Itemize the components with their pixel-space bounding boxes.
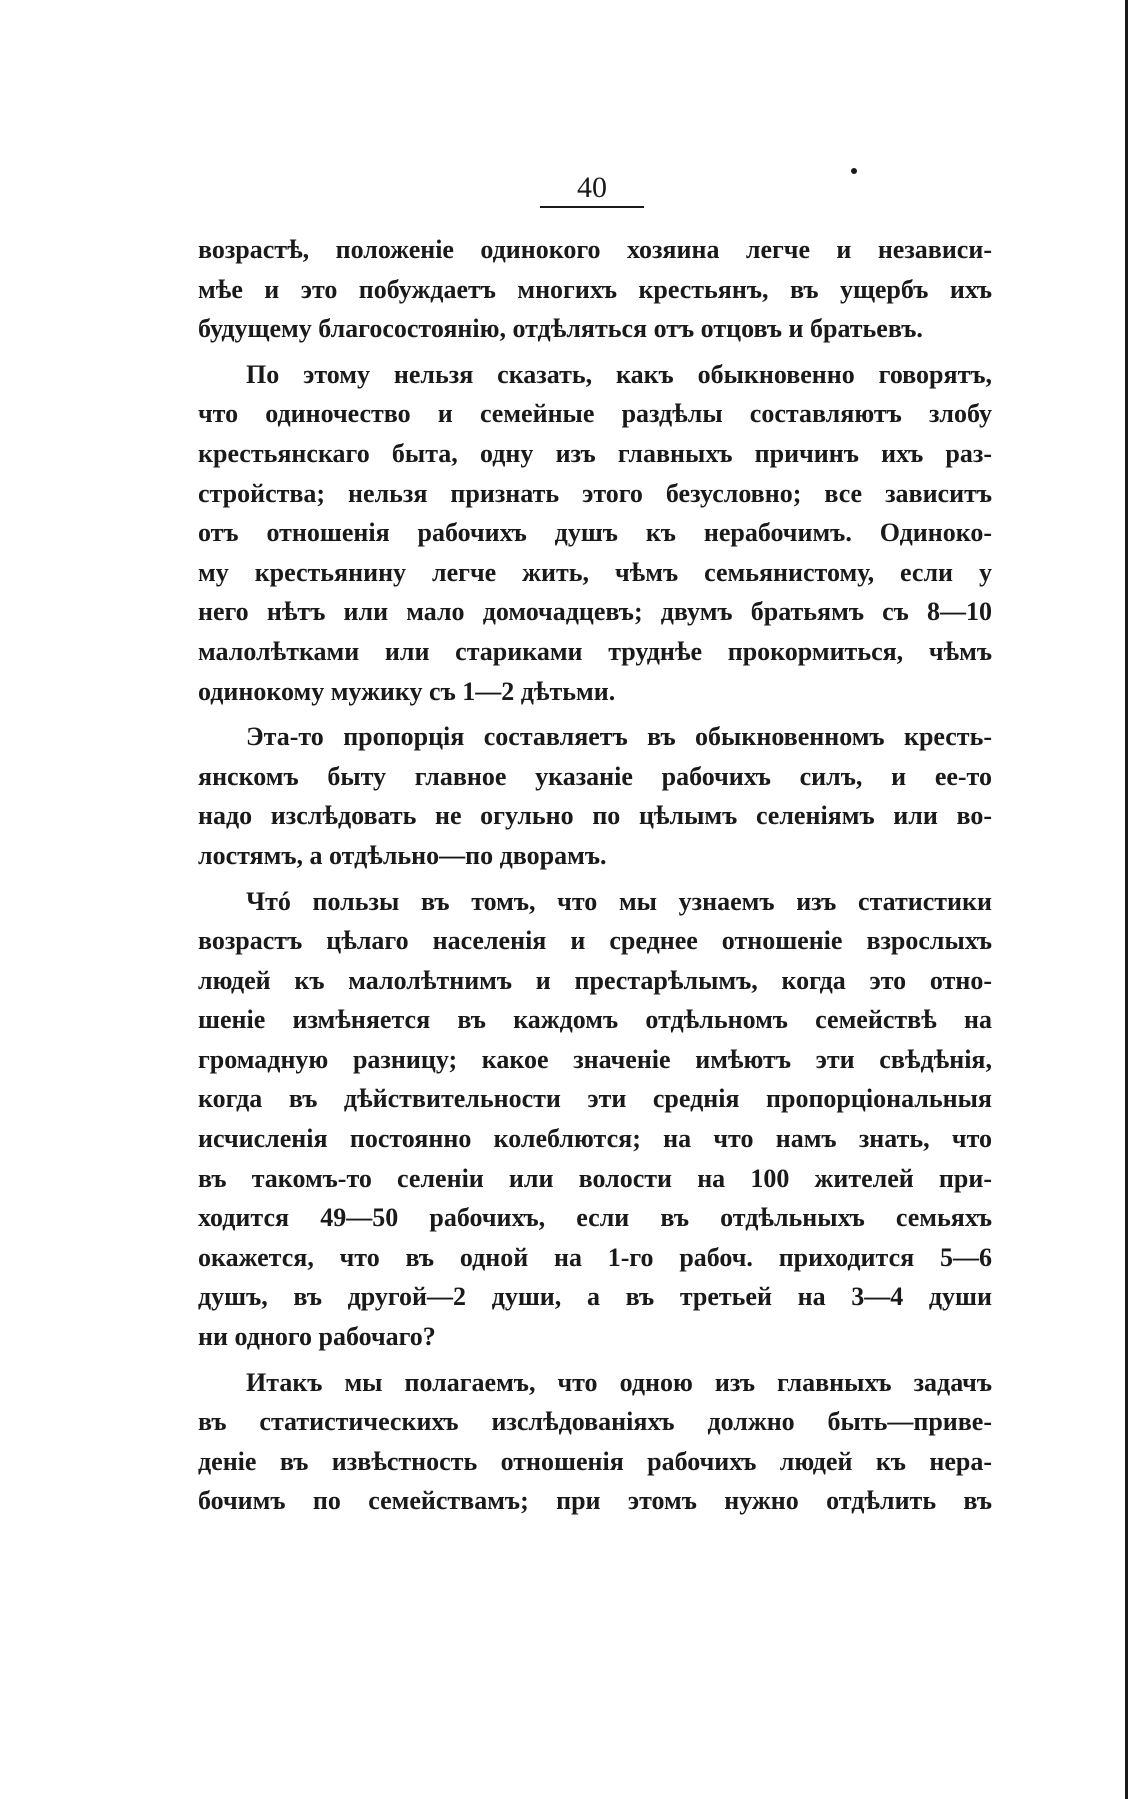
text-line: когда въ дѣйствительности эти среднія пропорціональныя [198, 1084, 992, 1114]
text-line: отъ отношенія рабочихъ душъ къ нерабочимъ. Одиноко- [198, 518, 992, 548]
paragraph [198, 230, 992, 349]
text-line: возрастѣ, положеніе одинокого хозяина легче и независи- [198, 235, 992, 264]
paragraph [198, 1363, 992, 1521]
text-line: исчисленія постоянно колеблются; на что намъ знать, что [198, 1124, 992, 1154]
text-line: деніе въ извѣстность отношенія рабочихъ людей къ нера- [198, 1446, 992, 1476]
text-line: окажется, что въ одной на 1-го рабоч. приходится 5—6 [198, 1242, 992, 1272]
text-line: му крестьянину легче жить, чѣмъ семьянистому, если у [198, 557, 992, 587]
text-line: лостямъ, а отдѣльно—по дворамъ. [198, 840, 607, 870]
paragraph [198, 355, 992, 711]
text-line: что одиночество и семейные раздѣлы составляютъ злобу [198, 399, 992, 429]
text-line: ни одного рабочаго? [198, 1322, 436, 1352]
text-line: По этому нельзя сказать, какъ обыкновенно говорятъ, [246, 359, 992, 389]
paragraph [198, 717, 992, 875]
text-line: бочимъ по семействамъ; при этомъ нужно отдѣлить въ [198, 1486, 992, 1516]
text-line: громадную разницу; какое значеніе имѣютъ эти свѣдѣнія, [198, 1044, 992, 1074]
text-line: него нѣтъ или мало домочадцевъ; двумъ братьямъ съ 8—10 [198, 597, 992, 627]
text-line: крестьянскаго быта, одну изъ главныхъ причинъ ихъ раз- [198, 438, 992, 468]
text-line: возрастъ цѣлаго населенія и среднее отношеніе взрослыхъ [198, 926, 992, 956]
text-line: Итакъ мы полагаемъ, что одною изъ главныхъ задачъ [246, 1367, 992, 1397]
text-line: мѣе и это побуждаетъ многихъ крестьянъ, въ ущербъ ихъ [198, 274, 992, 304]
text-line: одинокому мужику съ 1—2 дѣтьми. [198, 676, 616, 706]
text-line: шеніе измѣняется въ каждомъ отдѣльномъ семействѣ на [198, 1005, 992, 1035]
body-text [198, 230, 992, 1521]
text-line: малолѣтками или стариками труднѣе прокормиться, чѣмъ [198, 636, 992, 666]
text-line: янскомъ быту главное указаніе рабочихъ силъ, и ее-то [198, 761, 992, 791]
page-number: 40 [577, 171, 607, 204]
page-number-rule [540, 206, 644, 208]
ink-speck [851, 168, 857, 174]
text-line: въ такомъ-то селеніи или волости на 100 жителей при- [198, 1163, 992, 1193]
page-edge-shadow [1125, 0, 1128, 1799]
text-line: Эта-то пропорція составляетъ въ обыкновенномъ кресть- [246, 722, 992, 752]
text-line: въ статистическихъ изслѣдованіяхъ должно быть—приве- [198, 1407, 992, 1437]
text-line: надо изслѣдовать не огульно по цѣлымъ селеніямъ или во- [198, 801, 992, 831]
text-line: будущему благосостоянію, отдѣляться отъ отцовъ и братьевъ. [198, 314, 923, 344]
text-line: людей къ малолѣтнимъ и престарѣлымъ, когда это отно- [198, 965, 992, 995]
text-line: душъ, въ другой—2 души, а въ третьей на 3—4 души [198, 1282, 992, 1312]
text-line: ходится 49—50 рабочихъ, если въ отдѣльныхъ семьяхъ [198, 1203, 992, 1233]
text-line: Чтó пользы въ томъ, что мы узнаемъ изъ статистики [246, 886, 992, 916]
text-line: стройства; нельзя признать этого безусловно; все зависитъ [198, 478, 992, 508]
paragraph [198, 882, 992, 1357]
